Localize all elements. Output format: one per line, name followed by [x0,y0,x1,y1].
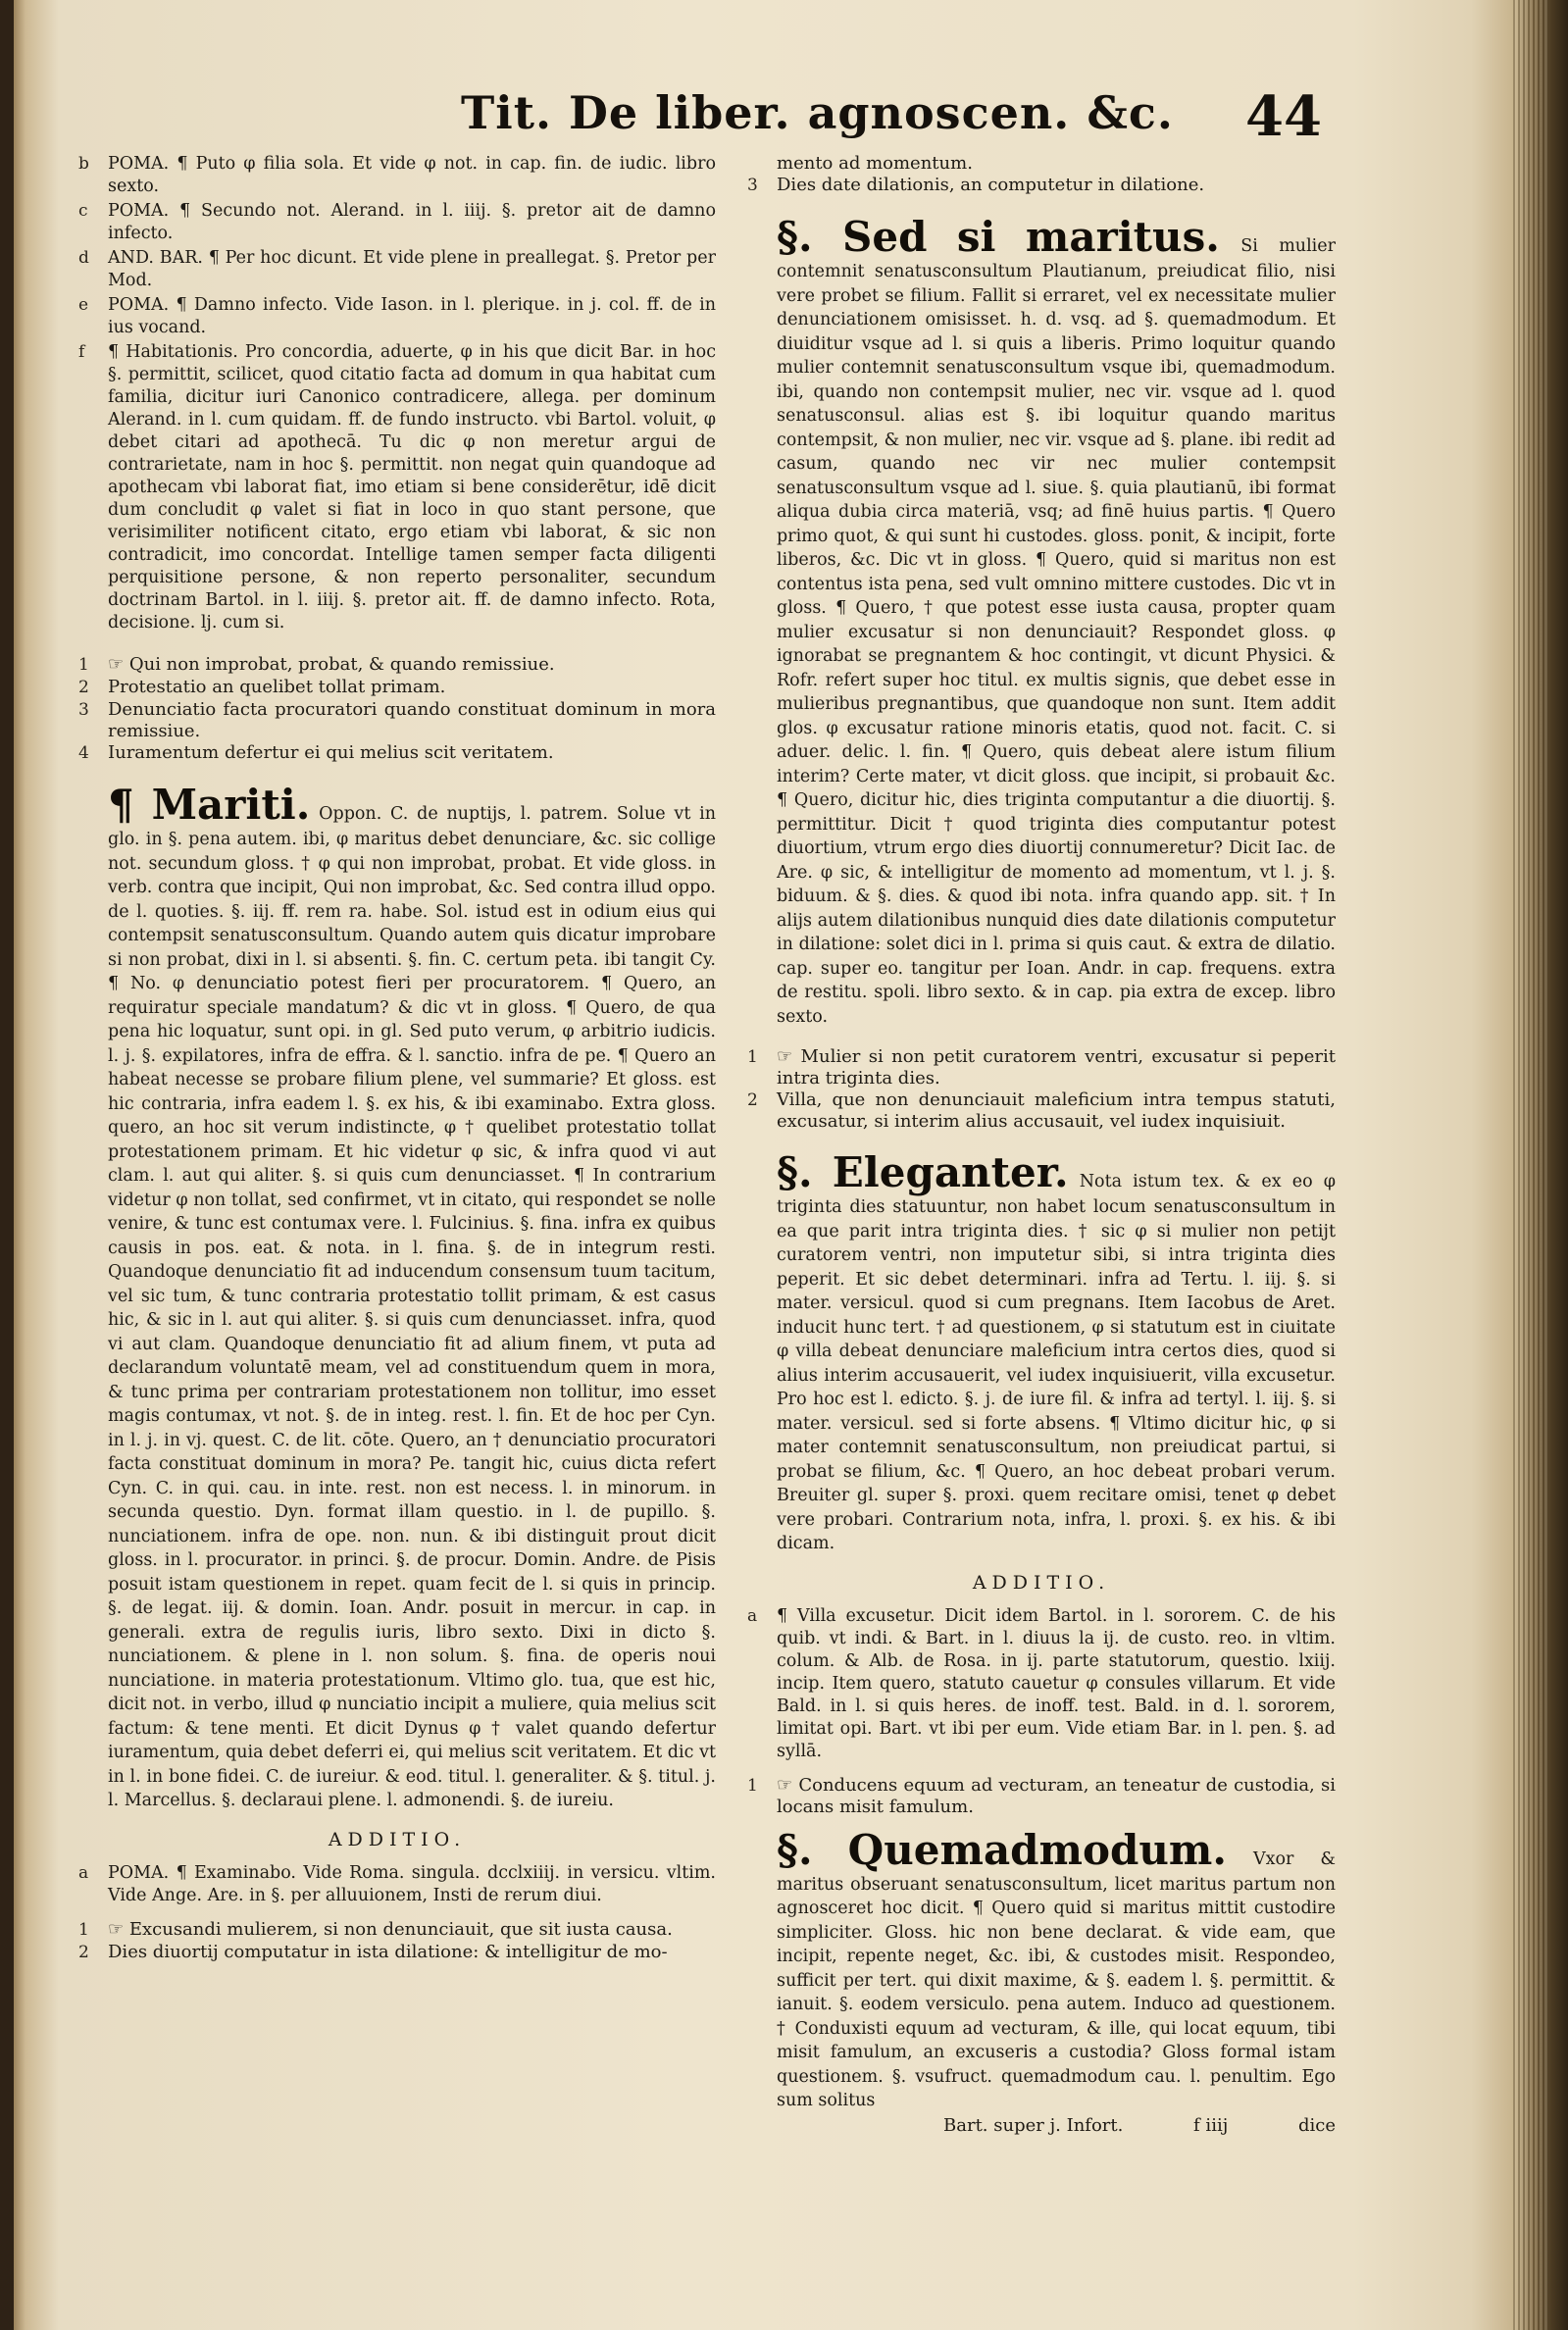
summary-entry [747,153,1336,175]
eleganter-heading: §. Eleganter. [777,1148,1069,1196]
summary-entry [78,677,716,699]
summary-entry [747,175,1336,197]
line-text: ¶ Habitationis. Pro concordia, aduerte, φ in his que dicit Bar. in hoc §. permittit, scilicet, quod citatio facta ad domum in qua habitat cum familia, dicitur iuri Canonico contradicere, allega. per dominum Alerand. in l. cum quidam. ff. de fundo instructo. vbi Bartol. voluit, φ debet citari ad apothecā. Tu dic φ non meretur argui de contrarietate, nam in hoc §. permittit. non negat quin quandoque ad apothecam vbi laborat fiat, imo etiam si bene considerētur, idē dicit dum concludit φ valet si fiat in loco in quo stant persone, que verisimiliter notificent citato, ergo etiam vbi laborat, & sic non contradicit, imo concordat. Intellige tamen semper facta diligenti perquisitione persone, & non reperto personaliter, secundum doctrinam Bartol. in l. iiij. §. pretor ait. ff. de damno infecto. Rota, decisione. lj. cum si. [108,342,716,633]
line-marker: 2 [78,1942,89,1962]
running-head: Tit. De liber. agnoscen. &c. [461,86,1174,139]
right-column [747,153,1336,2137]
line-marker: 2 [78,678,89,697]
catchword: dice [1297,2114,1336,2136]
line-text: Dies date dilationis, an computetur in dilatione. [777,175,1205,195]
gloss-entry [78,153,716,198]
summary-entry [78,1942,716,1964]
line-marker: 2 [747,1090,758,1110]
summaries-block-2 [78,1919,716,1964]
catchword-line [943,2115,1336,2137]
summary-entry [78,742,716,765]
eleganter-commentary [777,1150,1336,1556]
line-marker: f [78,342,85,362]
summaries-block-1 [78,654,716,765]
catchword-left: Bart. super j. Infort. [943,2114,1124,2136]
quemadmodum-commentary [777,1825,1336,2113]
line-marker: 1 [747,1775,758,1796]
line-text: Protestatio an quelibet tollat primam. [108,677,446,697]
gloss-text: ¶ Villa excusetur. Dicit idem Bartol. in l. sororem. C. de his quib. vt indi. & Bart. in l. diuus la ij. de custo. reo. in vltim. colum. & Alb. de Rosa. in ij. parte statutorum, questio. lxiij. incip. Item quero, statuto cauetur φ consules villarum. Et vide Bald. in l. si quis heres. de inoff. test. Bald. in d. l. sororem, limitat opi. Bart. vt ibi per eum. Vide etiam Bar. in l. pen. §. ad syllā. [777,1605,1336,1761]
line-marker: e [78,295,89,315]
sed-si-maritus-heading: §. Sed si maritus. [777,213,1220,261]
quemadmodum-text: Vxor & maritus obseruant senatusconsultum, licet maritus partum non agnosceret hoc dicit. ¶ Quero quid si maritus mittit custodire simpliciter. Gloss. hic non bene declarat. & vide eam, que incipit, repente neget, &c. ibi, & custodes misit. Respondeo, sufficit per tert. qui dixit maxime, & §. eadem l. §. permittit. & ianuit. §. eodem versiculo. pena autem. Induco ad questionem. † Conduxisti equum ad vecturam, & ille, qui locat equum, tibi misit famulum, an excuseris a custodia? Gloss formal istam questionem. §. vsufruct. quemadmodum cau. l. penultim. Ego sum solitus [777,1849,1336,2110]
line-marker: 4 [78,743,89,763]
summaries-block-3 [747,1046,1336,1133]
additio-label-right: ADDITIO. [972,1571,1111,1594]
gloss-entry [78,200,716,245]
gloss-marker: a [747,1605,758,1626]
line-text: Denunciatio facta procuratori quando constituat dominum in mora remissiue. [108,699,716,741]
summaries-block-4 [747,1775,1336,1818]
folio-number: 44 [1245,84,1322,149]
line-text: mento ad momentum. [777,153,973,174]
mariti-commentary [108,783,716,1813]
summary-entry [78,1919,716,1942]
left-binding-edge [0,0,14,2330]
line-text: Villa, que non denunciauit maleficium intra tempus statuti, excusatur, si interim alius accusauit, vel iudex inquisiuit. [777,1089,1336,1132]
line-text: Iuramentum defertur ei qui melius scit veritatem. [108,742,554,763]
quemadmodum-heading: §. Quemadmodum. [777,1825,1227,1874]
line-text: ☞ Excusandi mulierem, si non denunciauit, que sit iusta causa. [108,1918,673,1940]
summary-entry [747,1775,1336,1818]
line-text: POMA. ¶ Puto φ filia sola. Et vide φ not. in cap. fin. de iudic. libro sexto. [108,154,716,196]
mariti-heading: ¶ Mariti. [108,781,311,829]
line-marker: d [78,248,89,268]
gloss-text: POMA. ¶ Examinabo. Vide Roma. singula. dcclxiiij. in versicu. vltim. Vide Ange. Are. in §. per alluuionem, Insti de rerum diui. [108,1862,716,1905]
line-marker: 1 [747,1047,758,1067]
summary-entry [747,1089,1336,1133]
additio-label-left: ADDITIO. [328,1828,467,1850]
gloss-marker: a [78,1862,89,1883]
line-marker: b [78,154,89,174]
gloss-entry [78,341,716,634]
line-marker: 1 [78,655,89,675]
additio-gloss-left [78,1862,716,1907]
line-text: ☞ Conducens equum ad vecturam, an teneatur de custodia, si locans misit famulum. [777,1774,1336,1817]
line-text: ☞ Mulier si non petit curatorem ventri, excusatur si peperit intra triginta dies. [777,1046,1336,1089]
line-text: AND. BAR. ¶ Per hoc dicunt. Et vide plene in preallegat. §. Pretor per Mod. [108,248,716,290]
line-marker: 3 [78,700,89,720]
sed-si-maritus-commentary [777,215,1336,1029]
top-glosses [78,153,716,634]
line-text: POMA. ¶ Damno infecto. Vide Iason. in l. plerique. in j. col. ff. de in ius vocand. [108,295,716,337]
gloss-entry [78,294,716,339]
left-column [78,153,716,1964]
sed-si-maritus-text: Si mulier contemnit senatusconsultum Plautianum, preiudicat filio, nisi vere probet se filium. Fallit si erraret, vel ex necessitate mulier denunciationem omisisset. h. d. vsq. ad §. quemadmodum. Et diuiditur vsque ad l. si quis a liberis. Primo loquitur quando mulier contemnit senatusconsultum vsque ibi, quemadmodum. ibi, quando non contempsit mulier, nec vir. vsque ad l. quod senatusconsul. alias est §. ibi loquitur quando maritus contempsit, & non mulier, nec vir. vsque ad §. plane. ibi redit ad casum, quando nec vir nec mulier contempsit senatusconsultum vsque ad l. siue. §. quia plautianū, ibi format aliqua dubia circa materiā, vsq; ad finē huius partis. ¶ Quero primo quot, & qui sunt hi custodes. gloss. ponit, & incipit, forte liberos, &c. Dic vt in gloss. ¶ Quero, quid si maritus non est contentus ista pena, sed vult omnino mittere custodes. Dic vt in gloss. ¶ Quero, † que potest esse iusta causa, propter quam mulier excusatur si non denunciauit? Respondet gloss. φ ignorabat se pregnantem & hoc contingit, vt dicunt Physici. & Rofr. refert super hoc titul. ex multis signis, que debet esse in mulieribus pregnantibus, que quandoque non sunt. Item addit glos. φ excusatur ratione minoris etatis, quod not. facit. C. si aduer. delic. l. fin. ¶ Quero, quis debeat alere istum filium interim? Certe mater, vt dicit gloss. que incipit, si probauit &c. ¶ Quero, dicitur hic, dies triginta computantur a die diuortij. §. permittitur. Dicit † quod triginta dies computantur potest diuortium, vtrum ergo dies diuortij connumeretur? Dicit Iac. de Are. φ sic, & intelligitur de momento ad momentum, vt l. j. §. biduum. & §. dies. & quod ibi nota. infra quando app. sit. † In alijs autem dilationibus nunquid dies date dilationis computetur in dilatione: solet dici in l. prima si quis caut. & extra de dilatio. cap. super eo. tangitur per Ioan. Andr. in cap. frequens. extra de restitu. spoli. libro sexto. & in cap. pia extra de excep. libro sexto. [777,236,1336,1027]
line-text: ☞ Qui non improbat, probat, & quando remissiue. [108,654,555,675]
line-marker: 3 [747,176,758,195]
mariti-text: Oppon. C. de nuptijs, l. patrem. Solue vt in glo. in §. pena autem. ibi, φ maritus debet denunciare, &c. sic collige not. secundum gloss. † φ qui non improbat, probat. Et vide gloss. in verb. contra que incipit, Qui non improbat, &c. Sed contra illud oppo. de l. quoties. §. iij. ff. rem ra. habe. Sol. istud est in odium eius qui contempsit senatusconsultum. Quando autem quis dicatur improbare si non probat, dixi in l. si absenti. §. fin. C. certum peta. ibi tangit Cy. ¶ No. φ denunciatio potest fieri per procuratorem. ¶ Quero, an requiratur speciale mandatum? & dic vt in gloss. ¶ Quero, de qua pena hic loquatur, sunt opi. in gl. Sed puto verum, φ arbitrio iudicis. l. j. §. expilatores, infra de effra. & l. sanctio. infra de pe. ¶ Quero an habeat necesse se probare filium plene, vel summarie? Et gloss. est hic contraria, infra eadem l. §. ex his, & ibi examinabo. Extra gloss. quero, an hoc sit verum indistincte, φ † quelibet protestatio tollat protestationem primam. Et hic videtur φ sic, & infra quod vi aut clam. l. aut qui aliter. §. si quis cum denunciasset. ¶ In contrarium videtur φ non tollat, sed confirmet, vt in citato, qui respondet se nolle venire, & tunc est contumax vere. l. Fulcinius. §. fina. infra ex quibus causis in pos. eat. & nota. in l. fina. §. de in integrum resti. Quandoque denunciatio fit ad inducendum consensum tuum tacitum, vel sic tum, & tunc contraria protestatio tollit primam, & est casus hic, & sic in l. aut qui aliter. §. si quis cum denunciasset. infra, quod vi aut clam. Quandoque denunciatio fit ad alium finem, vt puta ad declarandum voluntatē meam, vel ad constituendum quem in mora, & tunc prima per contrariam protestationem non tollitur, imo esset magis contumax, vt not. §. de in integ. rest. l. fin. Et de hoc per Cyn. in l. j. in vj. quest. C. de lit. cōte. Quero, an † denunciatio procuratori facta constituat dominum in mora? Pe. tangit hic, cuius dicta refert Cyn. C. in qui. cau. in inte. rest. non est necess. l. in minorum. in secunda questio. Dyn. format illam questio. in l. de pupillo. §. nunciationem. infra de ope. non. nun. & ibi distinguit prout dicit gloss. in l. procurator. in princi. §. de procur. Domin. Andre. de Pisis posuit istam questionem in repet. quam fecit de l. si quis in princip. §. de legat. iij. & domin. Ioan. Andr. posuit in mercur. in cap. in generali. extra de regulis iuris, libro sexto. Dixi in dicto §. nunciationem. & plene in l. non solum. §. fina. de operis noui nunciatione. in materia protestationum. Vltimo glo. tua, que est hic, dicit not. in verbo, illud φ nunciatio incipit a muliere, quia melius scit factum: & tene menti. Et dicit Dynus φ † valet quando defertur iuramentum, quia debet deferri ei, qui melius scit veritatem. Et dic vt in l. in bone fidei. C. de iureiur. & eod. titul. l. generaliter. & §. titul. j. l. Marcellus. §. declaraui plene. l. admonendi. §. de iureiu. [108,804,716,1810]
gloss-entry [78,247,716,292]
summary-entry [78,699,716,742]
line-text: Dies diuortij computatur in ista dilatione: & intelligitur de mo- [108,1941,668,1962]
line-text: POMA. ¶ Secundo not. Alerand. in l. iiij. §. pretor ait de damno infecto. [108,201,716,243]
signature-mark: f iiij [1193,2114,1229,2136]
summary-entry [78,654,716,677]
line-marker: c [78,201,88,221]
eleganter-text: Nota istum tex. & ex eo φ triginta dies statuuntur, non habet locum senatusconsultum in ea que parit intra triginta dies. † sic φ si mulier non petijt curatorem ventri, non imputetur sibi, si intra triginta dies peperit. Et sic debet determinari. infra ad Tertu. l. iij. §. si mater. versicul. quod si cum pregnans. Item Iacobus de Aret. inducit hunc tert. † ad questionem, φ si statutum est in ciuitate φ villa debeat denunciare maleficium intra certos dies, quod si alius interim accusauerit, vel iudex inquisiuerit, villa excusetur. Pro hoc est l. edicto. §. j. de iure fil. & infra ad tertyl. l. iij. §. si mater. versicul. sed si forte absens. ¶ Vltimo dicitur hic, φ si mater contemnit senatusconsultum, non preiudicat partui, si probat se filium, &c. ¶ Quero, an hoc debeat probari verum. Breuiter gl. super §. proxi. quem recitare omisi, tenet φ debet vere probari. Contrarium nota, infra, l. proxi. §. ex his. & ibi dicam. [777,1172,1336,1553]
line-marker: 1 [78,1919,89,1940]
continuation-summaries [747,153,1336,197]
right-page-edges [1513,0,1548,2330]
summary-entry [747,1046,1336,1089]
additio-gloss-right [747,1605,1336,1763]
